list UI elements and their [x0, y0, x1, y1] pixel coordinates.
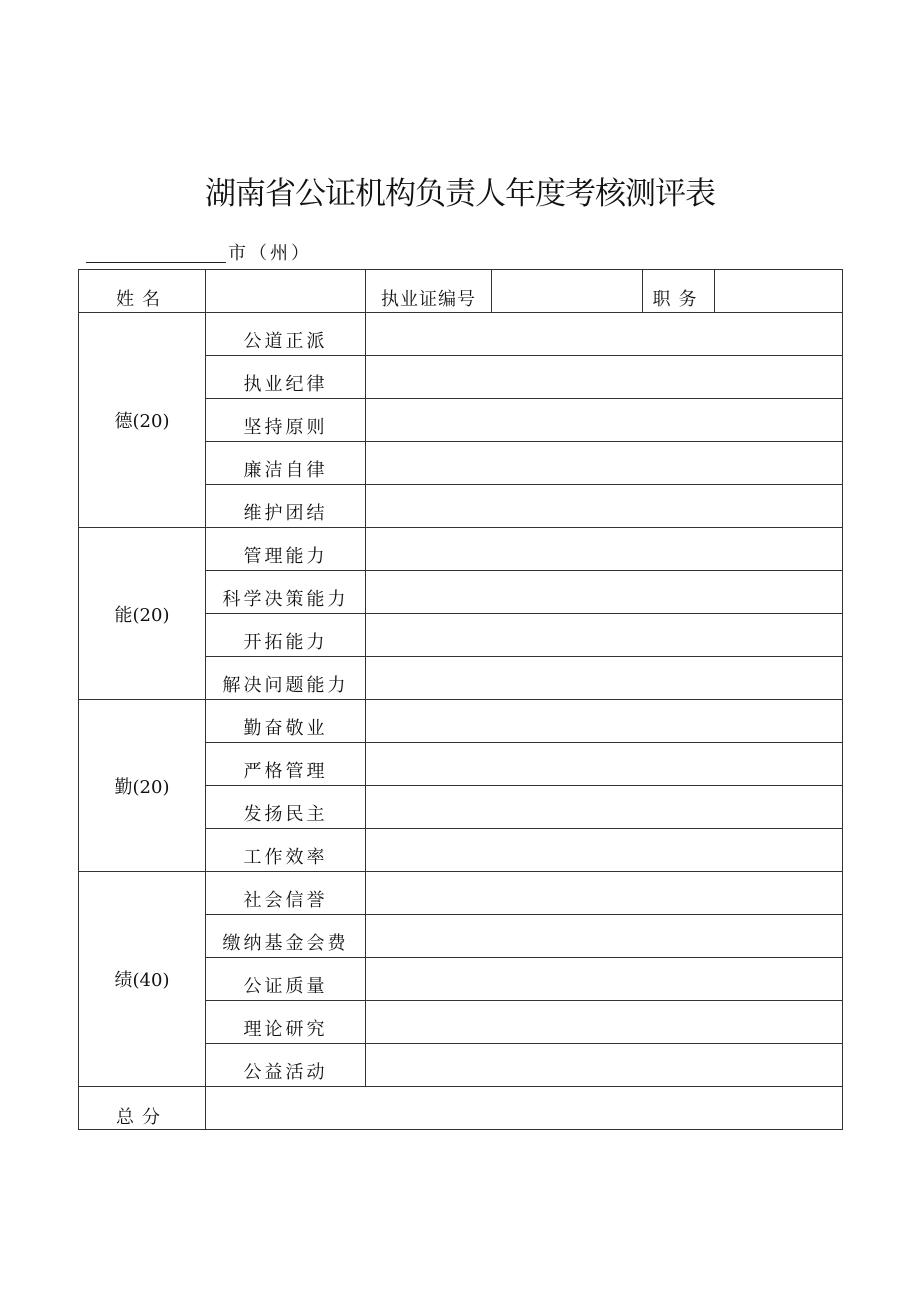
score-field[interactable]: [366, 700, 843, 743]
score-field[interactable]: [366, 528, 843, 571]
score-field[interactable]: [366, 786, 843, 829]
score-field[interactable]: [366, 1001, 843, 1044]
score-field[interactable]: [366, 829, 843, 872]
score-field[interactable]: [366, 571, 843, 614]
criteria-label: 严格管理: [206, 743, 366, 786]
criteria-row: [79, 872, 843, 915]
score-field[interactable]: [366, 614, 843, 657]
criteria-label: 科学决策能力: [206, 571, 366, 614]
criteria-label: 管理能力: [206, 528, 366, 571]
criteria-label: 工作效率: [206, 829, 366, 872]
score-field[interactable]: [366, 657, 843, 700]
header-row: [79, 270, 843, 313]
criteria-label: 社会信誉: [206, 872, 366, 915]
criteria-label: 理论研究: [206, 1001, 366, 1044]
category-label: 能(20): [79, 528, 206, 700]
criteria-label: 坚持原则: [206, 399, 366, 442]
score-field[interactable]: [366, 313, 843, 356]
category-label: 绩(40): [79, 872, 206, 1087]
score-field[interactable]: [366, 1044, 843, 1087]
name-field[interactable]: [206, 270, 366, 313]
criteria-label: 公证质量: [206, 958, 366, 1001]
score-field[interactable]: [366, 442, 843, 485]
evaluation-table: [78, 269, 843, 1130]
criteria-row: [79, 700, 843, 743]
total-label: 总分: [79, 1087, 206, 1130]
score-field[interactable]: [366, 399, 843, 442]
criteria-label: 勤奋敬业: [206, 700, 366, 743]
name-label: 姓名: [79, 270, 206, 313]
score-field[interactable]: [366, 915, 843, 958]
criteria-label: 发扬民主: [206, 786, 366, 829]
position-label: 职务: [643, 270, 715, 313]
city-label: 市（州）: [228, 243, 312, 264]
criteria-label: 执业纪律: [206, 356, 366, 399]
criteria-label: 缴纳基金会费: [206, 915, 366, 958]
criteria-label: 公道正派: [206, 313, 366, 356]
city-blank-line[interactable]: [86, 262, 226, 263]
score-field[interactable]: [366, 485, 843, 528]
category-label: 德(20): [79, 313, 206, 528]
position-field[interactable]: [715, 270, 843, 313]
score-field[interactable]: [366, 356, 843, 399]
criteria-label: 廉洁自律: [206, 442, 366, 485]
criteria-label: 开拓能力: [206, 614, 366, 657]
criteria-row: [79, 528, 843, 571]
total-score-field[interactable]: [206, 1087, 843, 1130]
criteria-label: 公益活动: [206, 1044, 366, 1087]
form-title: 湖南省公证机构负责人年度考核测评表: [205, 176, 715, 212]
criteria-label: 维护团结: [206, 485, 366, 528]
category-label: 勤(20): [79, 700, 206, 872]
score-field[interactable]: [366, 872, 843, 915]
total-row: [79, 1087, 843, 1130]
score-field[interactable]: [366, 743, 843, 786]
license-number-label: 执业证编号: [366, 270, 492, 313]
license-number-field[interactable]: [492, 270, 643, 313]
criteria-label: 解决问题能力: [206, 657, 366, 700]
score-field[interactable]: [366, 958, 843, 1001]
criteria-row: [79, 313, 843, 356]
